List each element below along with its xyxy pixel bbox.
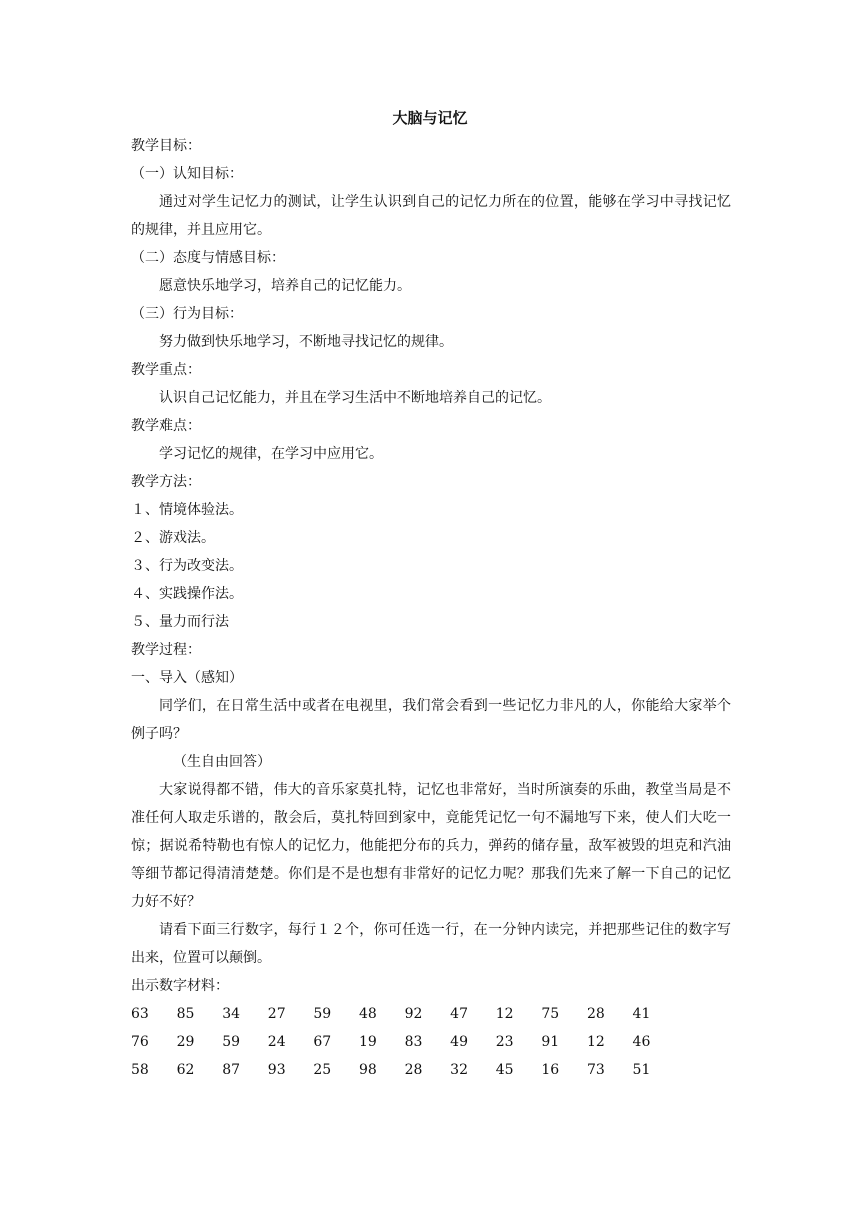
cognitive-objective-text: 通过对学生记忆力的测试，让学生认识到自己的记忆力所在的位置，能够在学习中寻找记忆的规律，并且应用它。 — [131, 194, 731, 238]
number-cell: 12 — [586, 1034, 605, 1050]
number-cell: 67 — [313, 1034, 332, 1050]
number-cell: 27 — [267, 1006, 286, 1022]
number-cell: 75 — [541, 1006, 560, 1022]
number-cell: 85 — [176, 1006, 195, 1022]
method-item: ３、行为改变法。 — [131, 558, 243, 574]
number-cell: 25 — [313, 1062, 332, 1078]
number-cell: 48 — [358, 1006, 377, 1022]
number-cell: 73 — [586, 1062, 605, 1078]
number-cell: 76 — [131, 1034, 149, 1050]
number-cell: 59 — [222, 1034, 241, 1050]
number-cell: 12 — [495, 1006, 514, 1022]
intro-paragraph: 同学们，在日常生活中或者在电视里，我们常会看到一些记忆力非凡的人，你能给大家举个例子吗？ — [131, 698, 731, 742]
document-title: 大脑与记忆 — [392, 109, 468, 127]
number-row — [131, 1000, 731, 1028]
method-item: ４、实践操作法。 — [131, 586, 243, 602]
attitude-objective-text: 愿意快乐地学习，培养自己的记忆能力。 — [159, 278, 411, 294]
number-cell: 58 — [131, 1062, 149, 1078]
number-cell: 93 — [267, 1062, 286, 1078]
number-cell: 16 — [541, 1062, 560, 1078]
number-cell: 19 — [358, 1034, 377, 1050]
difficulty-text: 学习记忆的规律，在学习中应用它。 — [159, 446, 383, 462]
key-point-heading: 教学重点： — [131, 362, 201, 378]
number-cell: 24 — [267, 1034, 286, 1050]
number-cell: 83 — [404, 1034, 423, 1050]
method-item: ５、量力而行法 — [131, 614, 229, 630]
number-row — [131, 1056, 731, 1084]
number-cell: 59 — [313, 1006, 332, 1022]
student-answer-note: （生自由回答） — [173, 754, 271, 770]
number-cell: 91 — [541, 1034, 560, 1050]
number-cell: 63 — [131, 1006, 149, 1022]
number-cell: 34 — [222, 1006, 241, 1022]
number-cell: 46 — [632, 1034, 651, 1050]
method-item: ２、游戏法。 — [131, 530, 215, 546]
methods-heading: 教学方法： — [131, 474, 201, 490]
number-cell: 28 — [586, 1006, 605, 1022]
objectives-heading: 教学目标： — [131, 138, 201, 154]
number-cell: 29 — [176, 1034, 195, 1050]
number-cell: 49 — [450, 1034, 468, 1050]
method-item: １、情境体验法。 — [131, 502, 243, 518]
instruction-paragraph: 请看下面三行数字，每行１２个，你可任选一行，在一分钟内读完，并把那些记住的数字写出来，位置可以颠倒。 — [131, 922, 731, 966]
section-intro-heading: 一、导入（感知） — [131, 670, 243, 686]
mozart-paragraph: 大家说得都不错，伟大的音乐家莫扎特，记忆也非常好，当时所演奏的乐曲，教堂当局是不准任何人取走乐谱的，散会后，莫扎特回到家中，竟能凭记忆一句不漏地写下来，使人们大吃一惊；据说希特勒也有惊人的记忆力，他能把分布的兵力，弹药的储存量，敌军被毁的坦克和汽油等细节都记得清清楚楚。你们是不是也想有非常好的记忆力呢？那我们先来了解一下自己的记忆力好不好？ — [131, 782, 731, 910]
number-cell: 45 — [495, 1062, 514, 1078]
key-point-text: 认识自己记忆能力，并且在学习生活中不断地培养自己的记忆。 — [159, 390, 551, 406]
document-body — [131, 132, 731, 1084]
attitude-objective-heading: （二）态度与情感目标： — [131, 250, 285, 266]
number-row — [131, 1028, 731, 1056]
difficulty-heading: 教学难点： — [131, 418, 201, 434]
number-cell: 51 — [632, 1062, 651, 1078]
number-cell: 98 — [358, 1062, 377, 1078]
number-cell: 92 — [404, 1006, 423, 1022]
behavior-objective-text: 努力做到快乐地学习，不断地寻找记忆的规律。 — [159, 334, 453, 350]
number-cell: 32 — [450, 1062, 468, 1078]
number-cell: 87 — [222, 1062, 241, 1078]
number-cell: 23 — [495, 1034, 514, 1050]
process-heading: 教学过程： — [131, 642, 201, 658]
number-cell: 28 — [404, 1062, 423, 1078]
number-cell: 62 — [176, 1062, 195, 1078]
material-heading: 出示数字材料： — [131, 978, 229, 994]
behavior-objective-heading: （三）行为目标： — [131, 306, 243, 322]
cognitive-objective-heading: （一）认知目标： — [131, 166, 243, 182]
number-cell: 41 — [632, 1006, 651, 1022]
number-cell: 47 — [450, 1006, 468, 1022]
